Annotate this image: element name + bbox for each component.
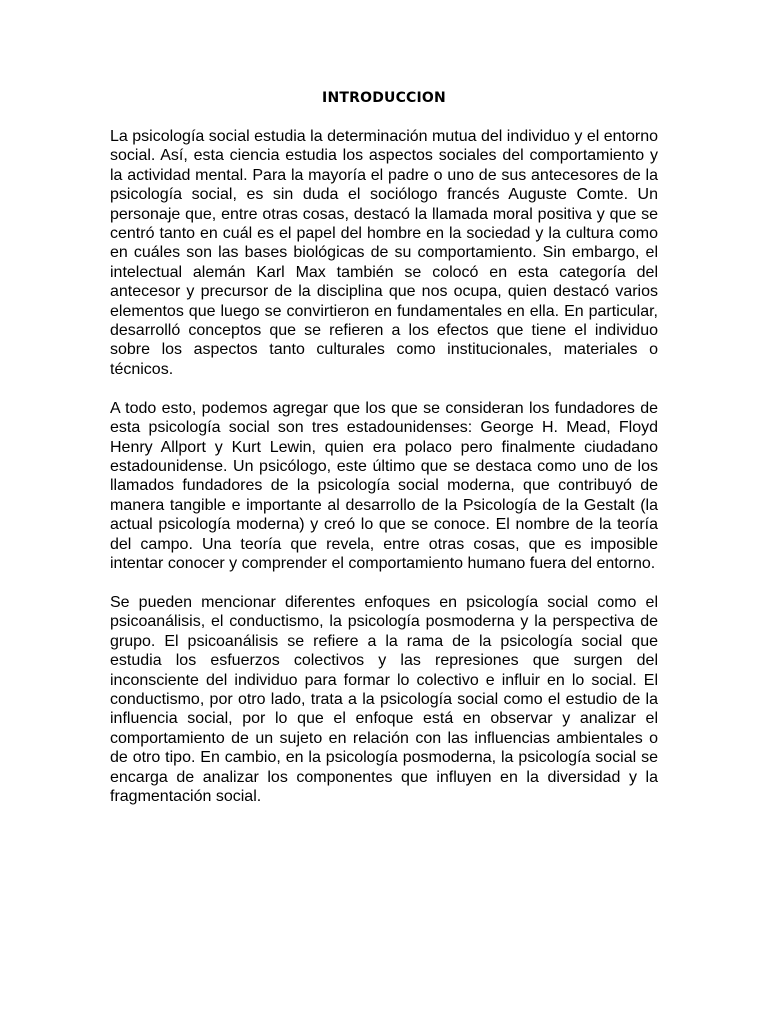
paragraph-2: A todo esto, podemos agregar que los que se consideran los fundadores de esta psicología social son tres estadounidenses: George H. Mead, Floyd Henry Allport y Kurt Lewin, quien era polaco pero finalmente ciudadano estadounidense. Un psicólogo, este último que se destaca como uno de los llamados fundadores de la psicología social moderna, que contribuyó de manera tangible e importante al desarrollo de la Psicología de la Gestalt (la actual psicología moderna) y creó lo que se conoce. El nombre de la teoría del campo. Una teoría que revela, entre otras cosas, que es imposible intentar conocer y comprender el comportamiento humano fuera del entorno.	[110, 399, 658, 573]
document-title: INTRODUCCION	[322, 90, 446, 106]
paragraph-3: Se pueden mencionar diferentes enfoques en psicología social como el psicoanálisis, el conductismo, la psicología posmoderna y la perspectiva de grupo. El psicoanálisis se refiere a la rama de la psicología social que estudia los esfuerzos colectivos y las represiones que surgen del inconsciente del individuo para formar lo colectivo e influir en lo social. El conductismo, por otro lado, trata a la psicología social como el estudio de la influencia social, por lo que el enfoque está en observar y analizar el comportamiento de un sujeto en relación con las influencias ambientales o de otro tipo. En cambio, en la psicología posmoderna, la psicología social se encarga de analizar los componentes que influyen en la diversidad y la fragmentación social.	[110, 593, 658, 805]
paragraph-1: La psicología social estudia la determinación mutua del individuo y el entorno social. Así, esta ciencia estudia los aspectos sociales del comportamiento y la actividad mental. Para la mayoría el padre o uno de sus antecesores de la psicología social, es sin duda el sociólogo francés Auguste Comte. Un personaje que, entre otras cosas, destacó la llamada moral positiva y que se centró tanto en cuál es el papel del hombre en la sociedad y la cultura como en cuáles son las bases biológicas de su comportamiento. Sin embargo, el intelectual alemán Karl Max también se colocó en esta categoría del antecesor y precursor de la disciplina que nos ocupa, quien destacó varios elementos que luego se convirtieron en fundamentales en ella. En particular, desarrolló conceptos que se refieren a los efectos que tiene el individuo sobre los aspectos tanto culturales como institucionales, materiales o técnicos.	[110, 128, 658, 378]
document-body	[110, 88, 658, 826]
